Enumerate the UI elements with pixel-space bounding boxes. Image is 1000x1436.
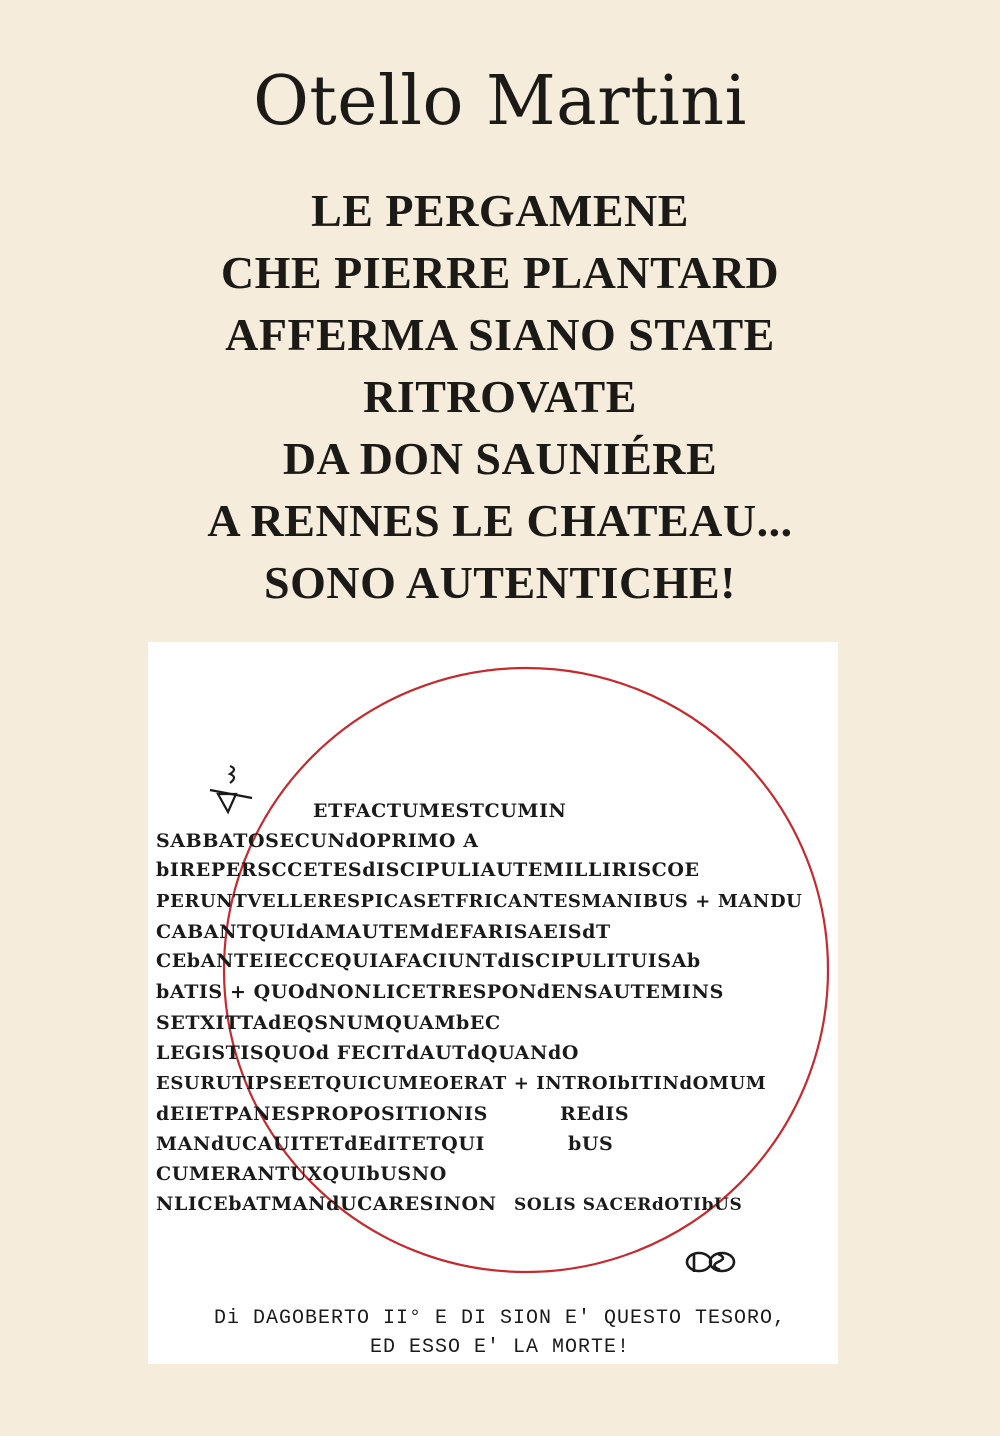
manuscript-line: bIREPERSCCETESdISCIPULIAUTEMILLIRISCOE bbox=[156, 859, 700, 881]
title-line: DA DON SAUNIÉRE bbox=[282, 433, 718, 484]
manuscript-line: SETXITTAdEQSNUMQUAMbEC bbox=[156, 1012, 501, 1034]
manuscript-line: SOLIS SACERdOTIbUS bbox=[514, 1195, 743, 1215]
manuscript-line: bUS bbox=[568, 1133, 614, 1155]
manuscript-line: MANdUCAUITETdEdITETQUI bbox=[156, 1133, 485, 1155]
manuscript-plate bbox=[148, 642, 838, 1364]
manuscript-caption bbox=[0, 1304, 1000, 1362]
triangle-mark-icon bbox=[210, 766, 252, 812]
caption-line: Di DAGOBERTO II° E DI SION E' QUESTO TESORO, bbox=[213, 1307, 787, 1330]
title-line: AFFERMA SIANO STATE bbox=[225, 309, 775, 360]
title-line: RITROVATE bbox=[363, 371, 637, 422]
title-line: LE PERGAMENE bbox=[311, 185, 689, 236]
manuscript-line: CUMERANTUXQUIbUSNO bbox=[156, 1163, 447, 1185]
manuscript-line: LEGISTISQUOd FECITdAUTdQUANdO bbox=[156, 1042, 580, 1064]
title-line: SONO AUTENTICHE! bbox=[264, 557, 736, 608]
title-line: A RENNES LE CHATEAU... bbox=[207, 495, 793, 546]
title-line: CHE PIERRE PLANTARD bbox=[220, 247, 780, 298]
author-name: Otello Martini bbox=[253, 62, 747, 141]
manuscript-line: NLICEbATMANdUCARESINON bbox=[156, 1193, 497, 1215]
manuscript-line: PERUNTVELLERESPICASETFRICANTESMANIBUS + MANDU bbox=[156, 891, 803, 912]
ps-monogram-icon bbox=[687, 1253, 734, 1272]
manuscript-line: SABBATOSECUNdOPRIMO A bbox=[156, 830, 479, 852]
manuscript-line: ETFACTUMESTCUMIN bbox=[313, 800, 567, 822]
book-title bbox=[0, 180, 1000, 614]
manuscript-line: CEbANTEIECCEQUIAFACIUNTdISCIPULITUISAb bbox=[156, 950, 701, 972]
caption-line: ED ESSO E' LA MORTE! bbox=[369, 1336, 631, 1359]
manuscript-line: CABANTQUIdAMAUTEMdEFARISAEISdT bbox=[156, 921, 611, 943]
manuscript-line: REdIS bbox=[560, 1103, 630, 1125]
manuscript-line: dEIETPANESPROPOSITIONIS bbox=[156, 1103, 488, 1125]
manuscript-drawing bbox=[148, 642, 838, 1364]
manuscript-line: ESURUTIPSEETQUICUMEOERAT + INTROIbITINdOMUM bbox=[156, 1073, 767, 1094]
manuscript-line: bATIS + QUOdNONLICETRESPONdENSAUTEMINS bbox=[156, 981, 724, 1003]
